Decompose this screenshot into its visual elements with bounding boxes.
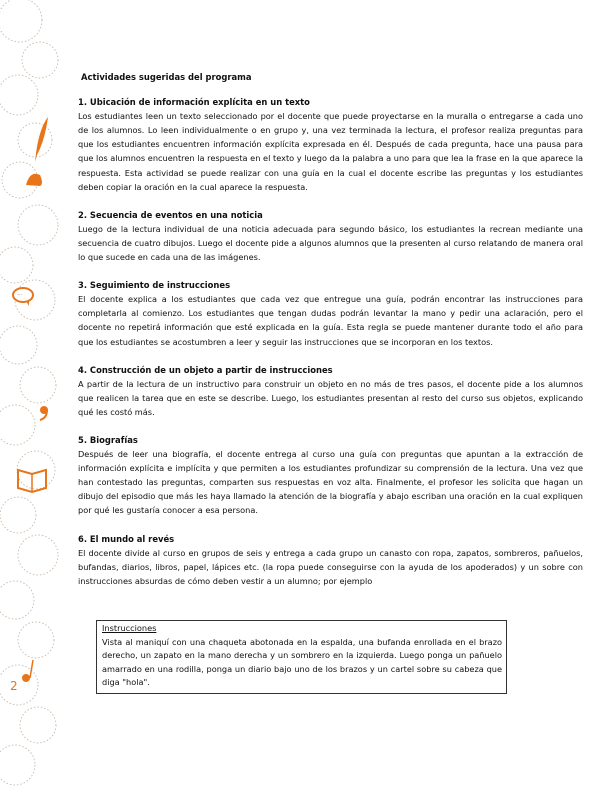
music-note-icon: [10, 660, 33, 693]
ink-drop-icon: [26, 174, 42, 186]
section-body: A partir de la lectura de un instructivo para construir un objeto en no más de tres pasos, el docente pide a los alumnos que realicen la tarea que en este se describe. Luego, los estudiantes presentan al resto del curso sus objetos, explicando qué les costó más.: [78, 378, 583, 417]
section-2: [78, 208, 583, 264]
section-6: [78, 532, 583, 588]
section-heading: 3. Seguimiento de instrucciones: [78, 280, 231, 291]
svg-text:···: ···: [17, 292, 23, 299]
section-4: [78, 363, 583, 419]
instructions-body: Vista al maniquí con una chaqueta abotonada en la espalda, una bufanda enrollada en el brazo derecho, un zapato en la mano derecha y un sombrero en la izquierda. Luego ponga un pañuelo amarrado en una rodilla, ponga un diario bajo uno de los brazos y un cartel sobre su cabeza que diga "hola".: [102, 636, 502, 688]
section-1: [78, 95, 583, 194]
section-body: Después de leer una biografía, el docente entrega al curso una guía con preguntas que apuntan a la extracción de información explícita e implícita y que permiten a los estudiantes profundizar su comprensión de la lectura. Una vez que han contestado las preguntas, comparten sus respuestas en voz alta. Finalmente, el profesor les solicita que hagan un dibujo del episodio que más les haya llamado la atención de la biografía y abajo escriban una oración en la cual expliquen por qué les gustaría conocer a esa persona.: [78, 449, 583, 516]
section-heading: 5. Biografías: [78, 434, 138, 445]
section-heading: 1. Ubicación de información explícita en un texto: [78, 97, 310, 108]
svg-text:2: 2: [10, 679, 18, 693]
section-heading: 6. El mundo al revés: [78, 533, 175, 544]
speech-bubble-icon: [13, 288, 33, 306]
section-body: Luego de la lectura individual de una noticia adecuada para segundo básico, los estudiantes la recrean mediante una secuencia de cuatro dibujos. Luego el docente pide a algunos alumnos que la presenten al curso relatando de manera oral lo que sucede en cada una de las imágenes.: [78, 223, 583, 263]
book-icon: [18, 470, 46, 492]
document-body: [78, 70, 583, 602]
section-heading: 4. Construcción de un objeto a partir de instrucciones: [78, 364, 333, 375]
feather-icon: [35, 117, 48, 162]
section-heading: 2. Secuencia de eventos en una noticia: [78, 209, 263, 220]
section-5: [78, 433, 583, 518]
section-body: El docente explica a los estudiantes que cada vez que entregue una guía, podrán encontrar las instrucciones para completarla al comienzo. Los estudiantes que tengan dudas podrán levantar la mano y pedir una aclaración, pero el docente no repetirá información que esté explicada en la guía. Esta regla se puede mantener durante todo el año para que los estudiantes se acostumbren a leer y seguir las instrucciones que se incorporan en los textos.: [78, 294, 583, 347]
instructions-box: [96, 620, 507, 694]
instructions-title: Instrucciones: [102, 623, 157, 633]
section-body: El docente divide al curso en grupos de seis y entrega a cada grupo un canasto con ropa, zapatos, sombreros, pañuelos, bufandas, diarios, libros, papel, lápices etc. (la ropa puede conseguirse con la ayuda de los apoderados) y un sobre con instrucciones absurdas de cómo deben vestir a un alumno; por ejemplo: [78, 547, 583, 586]
comma-icon: [40, 406, 48, 420]
decorative-border: [0, 0, 75, 800]
section-3: [78, 278, 583, 348]
document-title: Actividades sugeridas del programa: [81, 72, 252, 82]
section-body: Los estudiantes leen un texto seleccionado por el docente que puede proyectarse en la muralla o entregarse a cada uno de los alumnos. Lo leen individualmente o en grupo y, una vez terminada la lectura, el profesor realiza preguntas para que los estudiantes encuentren información explícita expresada en él. Después de cada pregunta, hace una pausa para que los alumnos encuentren la respuesta en el texto y luego da la palabra a uno para que lea la frase en la que aparece la respuesta. Esta actividad se puede realizar con una guía en la cual el docente escribe las preguntas y los estudiantes deben copiar la oración en la cual aparece la respuesta.: [78, 111, 583, 192]
